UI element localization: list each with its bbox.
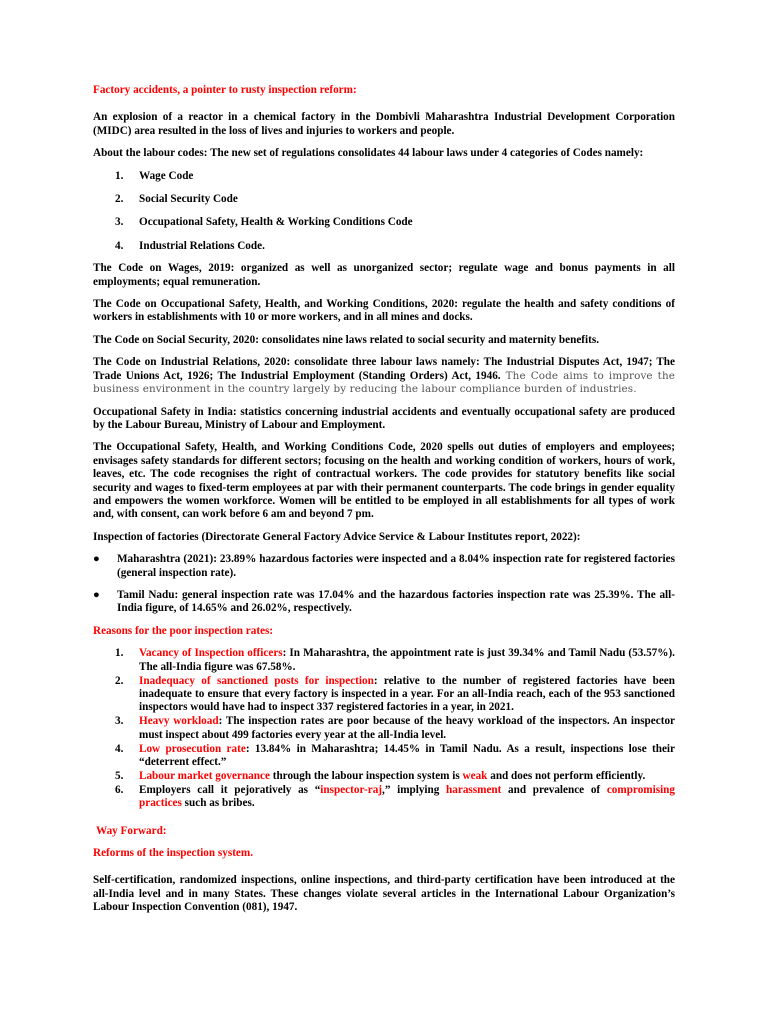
reason-highlight: Inadequacy of sanctioned posts for inspection: [139, 674, 374, 687]
reason-text: : The inspection rates are poor because of the heavy workload of the inspectors. An inspector must inspect about 499 factories every year at the all-India level.: [139, 715, 675, 741]
industrial-relations-text: The Code on Industrial Relations, 2020: consolidate three labour laws namely: The Industrial Disputes Act, 1947; The Trade Unions Act, 1926; The Industrial Employment (Standing Orders) Act, 1946.: [93, 356, 675, 382]
reason-text: : relative to the number of registered factories have been inadequate to ensure that every factory is inspected in a year. For an all-India reach, each of the 953 sanctioned inspectors would have had to inspect 337 registered factories in a year, in 2021.: [139, 674, 675, 714]
list-number: 6.: [115, 783, 124, 796]
reason-text: : In Maharashtra, the appointment rate is just 39.34% and Tamil Nadu (53.57%). The all-India figure was 67.58%.: [139, 647, 675, 673]
reason-highlight: Labour market governance: [139, 769, 270, 782]
osh-code-details-paragraph: The Occupational Safety, Health, and Working Conditions Code, 2020 spells out duties of employers and employees; envisages safety standards for different sectors; focusing on the health and working condition of workers, hours of work, leaves, etc. The code recognises the right of contractual workers. The code provides for statutory benefits like social security and wages to fixed-term employees at par with their permanent counterparts. The code brings in gender equality and empowers the women workforce. Women will be entitled to be employed in all establishments for all types of work and, with consent, can work before 6 am and beyond 7 pm.: [93, 441, 675, 521]
list-number: 5.: [115, 769, 124, 782]
list-item: [93, 170, 675, 183]
list-item: [93, 193, 675, 206]
occupational-safety-paragraph: Occupational Safety in India: statistics concerning industrial accidents and eventually occupational safety are produced by the Labour Bureau, Ministry of Labour and Employment.: [93, 405, 675, 431]
list-item-text: Wage Code: [139, 169, 194, 182]
bullet-icon: ●: [93, 588, 100, 601]
labour-codes-list: [93, 170, 675, 254]
list-item: [93, 715, 675, 742]
list-number: 3.: [115, 715, 124, 728]
list-item: [93, 784, 675, 811]
list-item-text: [139, 784, 675, 811]
bullet-icon: ●: [93, 553, 100, 566]
reason-highlight: Heavy workload: [139, 715, 219, 728]
bullet-text: Tamil Nadu: general inspection rate was 17.04% and the hazardous factories inspection rate was 25.39%. The all-India figure, of 14.65% and 26.02%, respectively.: [117, 588, 675, 615]
osh-code-paragraph: The Code on Occupational Safety, Health, and Working Conditions, 2020: regulate the health and safety conditions of workers in establishments with 10 or more workers, and in all mines and docks.: [93, 298, 675, 324]
list-item-text: Social Security Code: [139, 193, 238, 206]
reason-text: Employers call it pejoratively as “: [139, 783, 321, 796]
reason-text: and prevalence of: [501, 783, 607, 796]
reforms-paragraph: Self-certification, randomized inspections, online inspections, and third-party certification have been introduced at the all-India level and in many States. These changes violate several articles in the International Labour Organization’s Labour Inspection Convention (081), 1947.: [93, 874, 675, 914]
reason-highlight: harassment: [446, 783, 502, 796]
bullet-text: Maharashtra (2021): 23.89% hazardous factories were inspected and a 8.04% inspection rate for registered factories (general inspection rate).: [117, 553, 675, 579]
list-number: 4.: [115, 239, 124, 252]
list-number: 1.: [115, 169, 124, 182]
reason-highlight: Vacancy of Inspection officers: [139, 647, 283, 660]
bullet-item: [93, 553, 675, 580]
reason-highlight: compromising practices: [139, 783, 675, 810]
way-forward-heading: Way Forward:: [96, 824, 167, 837]
list-item-text: [139, 715, 675, 742]
list-item-text: [139, 743, 675, 770]
bullet-item: [93, 589, 675, 616]
list-item-text: [139, 647, 675, 674]
list-item: [93, 647, 675, 674]
inspection-heading: Inspection of factories (Directorate General Factory Advice Service & Labour Institutes report, 2022):: [93, 530, 581, 543]
list-number: 1.: [115, 647, 124, 660]
list-number: 3.: [115, 216, 124, 229]
reason-text: and does not perform efficiently.: [487, 769, 646, 782]
list-item-text: Occupational Safety, Health & Working Conditions Code: [139, 216, 413, 229]
industrial-relations-note: The Code aims to improve the business environment in the country largely by reducing the labour compliance burden of industries.: [93, 369, 675, 396]
reason-text: ,” implying: [382, 783, 447, 796]
list-item-text: [139, 675, 675, 715]
reason-highlight: Low prosecution rate: [139, 742, 246, 755]
reason-text: such as bribes.: [181, 797, 255, 810]
reason-highlight: inspector-raj: [320, 783, 383, 796]
wages-code-paragraph: The Code on Wages, 2019: organized as well as unorganized sector; regulate wage and bonus payments in all employments; equal remuneration.: [93, 262, 675, 288]
reason-text: through the labour inspection system is: [269, 769, 463, 782]
reasons-list: [93, 647, 675, 810]
social-security-paragraph: The Code on Social Security, 2020: consolidates nine laws related to social security and maternity benefits.: [93, 333, 600, 346]
reason-highlight: weak: [462, 769, 488, 782]
codes-intro-paragraph: About the labour codes: The new set of regulations consolidates 44 labour laws under 4 categories of Codes namely:: [93, 147, 644, 160]
list-number: 2.: [115, 193, 124, 206]
list-item: [93, 770, 675, 783]
list-number: 4.: [115, 742, 124, 755]
list-item: [93, 240, 675, 253]
reasons-heading: Reasons for the poor inspection rates:: [93, 624, 274, 637]
list-item: [93, 216, 675, 229]
industrial-relations-paragraph: [93, 356, 675, 396]
list-item: [93, 675, 675, 715]
list-item-text: Industrial Relations Code.: [139, 239, 265, 252]
list-item-text: [139, 770, 675, 783]
list-item: [93, 743, 675, 770]
list-number: 2.: [115, 674, 124, 687]
reason-text: : 13.84% in Maharashtra; 14.45% in Tamil Nadu. As a result, inspections lose their “deterrent effect.”: [139, 742, 675, 768]
intro-paragraph: An explosion of a reactor in a chemical factory in the Dombivli Maharashtra Industrial Development Corporation (MIDC) area resulted in the loss of lives and injuries to workers and people.: [93, 111, 675, 137]
reforms-heading: Reforms of the inspection system.: [93, 846, 254, 859]
document-title: Factory accidents, a pointer to rusty inspection reform:: [93, 84, 357, 96]
